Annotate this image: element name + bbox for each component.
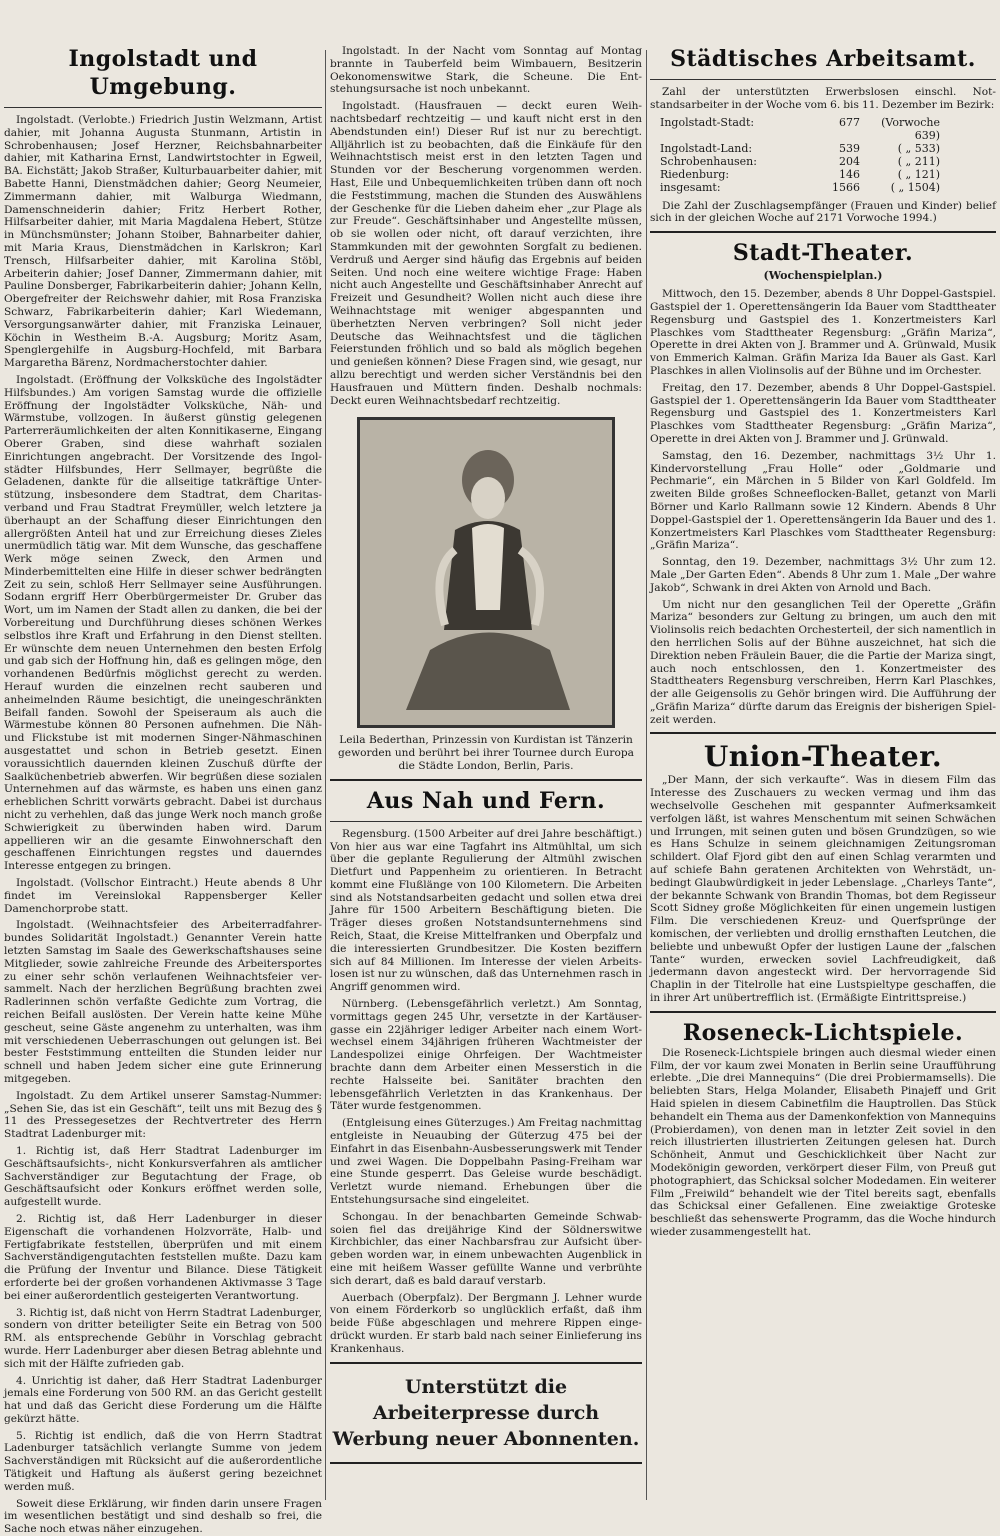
stats-row: Schrobenhausen: 204 ( „ 211) bbox=[660, 154, 940, 168]
stats-row: Ingolstadt-Stadt: 677 (Vorwoche 639) bbox=[660, 115, 940, 142]
theater-friday: Freitag, den 17. Dezember, abends 8 Uhr Doppel-Gastspiel. Gastspiel der 1. Operettensängerin Ida Bauer vom Stadttheater Regensburg und Gastspiel des 1. Konzertmeisters Karl Plaschkes vom Stadttheater Regensburg: „Gräfin Mariza“, Operette in drei Akten von J. Brammer und J. Grünwald. bbox=[650, 381, 996, 445]
photo-caption: Leila Bederthan, Prinzessin von Kurdistan ist Tänzerin geworden und berührt bei ihrer Tournee durch Europa die Städte London, Berlin, Paris. bbox=[338, 734, 634, 772]
section-title-stadttheater: Stadt-Theater. bbox=[732, 240, 914, 267]
subscription-slogan: Unterstützt die Arbeiterpresse durch Werbung neuer Abonnenten. bbox=[332, 1375, 640, 1450]
divider bbox=[330, 1462, 642, 1464]
section-title-ingolstadt: Ingolstadt und Umgebung. bbox=[68, 46, 258, 100]
unemployment-stats bbox=[660, 116, 996, 194]
article-point-5: 5. Richtig ist endlich, daß die von Herrn Stadtrat Ladenburger tatsächlich verlangte Summe von jedem Sachverständigen mit Rücksicht auf die außerordentliche Tätigkeit und Haftung als äußerst gering bezeichnet werden muß. bbox=[4, 1429, 322, 1493]
union-theater-review: „Der Mann, der sich verkaufte“. Was in diesem Film das Interesse des Zuschauers zu wecken vermag und ihm das wechselvolle Geschehen mit gespannter Aufmerksamkeit verfolgen läßt, ist wahres Menschentum mit seinen Schwächen und Irrungen, mit seinen guten und bösen Grundzügen, so wie es Hans Schulze in seinem gleichnamigen Zeitungsroman schildert. Olaf Fjord gibt den auf einen Schlag verarmten und auf schiefe Bahn geratenen Architekten von Wehrstädt, unbedingt Glaubwürdigkeit in jeder Lebenslage. „Charleys Tante“, der bekannte Schwank von Brandin Thomas, bot dem Regisseur Scott Sidney große Möglichkeiten für einen ungemein lustigen Film. Die verschiedenen Kreuz- und Querfsprünge der komischen, der verliebten und drollig ernsthaften Leutchen, die beliebte und unbewußt Opfer der lustigen Laune der „falschen Tante“ wurden, erwecken soviel Lachfreudigkeit, daß jedermann davon angesteckt wird. Der hervorragende Sid Chaplin in der Titelrolle hat eine Lustspieltype geschaffen, die in ihrer Art unübertrefflich ist. (Ermäßigte Eintrittspreise.) bbox=[650, 774, 996, 1005]
article-point-1: 1. Richtig ist, daß Herr Stadtrat Ladenburger im Geschäftsaufsichts-, nicht Konkursverfahren als amtlicher Sachverständiger zur Begutachtung der Frage, ob Geschäftsaufsicht oder Konkurs eröffnet werden solle, aufgestellt wurde. bbox=[4, 1144, 322, 1209]
article-verlobte: Ingolstadt. (Verlobte.) Friedrich Justin Welzmann, Artist dahier, mit Johanna Augusta Stunmann, Artistin in Schrobenhausen; Josef Herzner, Reichsbahnarbeiter dahier, mit Katharina Ernst, Landwirtstochter in Egweil, BA. Eichstätt; Jakob Straßer, Kulturbauarbeiter dahier, mit Babette Hanni, Dienstmädchen dahier; Georg Neumeier, Zimmermann dahier, mit Walburga Wiedmann, Damenschneiderin dahier; Fritz Herbert Rother, Hilfsarbeiter dahier, mit Maria Magdalena Hebert, Stütze in Münchsmünster; Johann Stoiber, Bahnarbeiter dahier, mit Maria Kraus, Dienstmädchen in Karlskron; Karl Trensch, Hilfsarbeiter dahier, mit Karolina Stöbl, Arbeiterin dahier; Josef Danner, Zimmermann dahier, mit Pauline Donsberger, Fabrikarbeiterin dahier; Johann Kelln, Obergefreiter der Reichswehr dahier, mit Rosa Franziska Schwarz, Fabrikarbeiterin dahier; Karl Wiedemann, Versorgungsanwärter dahier, mit Franziska Leinauer, Köchin in Westheim B.-A. Augsburg; Moritz Asam, Spenglergehilfe in Augsburg-Hochfeld, mit Barbara Margaretha Bärenz, Nordmacherstochter dahier. bbox=[4, 114, 322, 370]
arbeitsamt-zuschlag: Die Zahl der Zuschlagsempfänger (Frauen und Kinder) belief sich in der gleichen Woche auf 2171 Vorwoche 1994.) bbox=[650, 199, 996, 225]
column-left bbox=[4, 45, 322, 1536]
article-point-3: 3. Richtig ist, daß nicht von Herrn Stadtrat Ladenburger, sondern von dritter beteiligter Seite ein Betrag von 500 RM. als entsprechende Gebühr in Vorschlag gebracht wurde. Herr Ladenburger aber diesen Betrag ablehnte und sich mit der Hälfte zufrieden gab. bbox=[4, 1306, 322, 1370]
divider bbox=[330, 1362, 642, 1364]
theater-sunday: Sonntag, den 19. Dezember, nachmittags 3½ Uhr zum 12. Male „Der Garten Eden“. Abends 8 Uhr zum 1. Male „Der wahre Jakob“, Schwank in drei Akten von Arnold und Bach. bbox=[650, 556, 996, 594]
article-weihnachtsfeier: Ingolstadt. (Weihnachtsfeier des Arbeiterradfahrerbundes Solidarität Ingolstadt.) Genannter Verein hatte letzten Samstag im Saale des Gewerkschaftshauses seine Mitglieder, sowie zahlreiche Freunde des Arbeitersportes zu einer sehr schön verlaufenen Weihnachtsfeier versammelt. Nach der herzlichen Begrüßung brachten zwei Radlerinnen schön verfaßte Gedichte zum Vortrag, die reichen Beifall auslösten. Der Verein hatte keine Mühe gescheut, seine Gäste angenehm zu unterhalten, was ihm mit verschiedenen Ueberraschungen out gelungen ist. Bei bester Feststimmung entteilten die Stunden leider nur schnell und haben Jedem sicher eine gute Erinnerung mitgegeben. bbox=[4, 919, 322, 1085]
article-vollschor: Ingolstadt. (Vollschor Eintracht.) Heute abends 8 Uhr findet im Vereinslokal Rappensberger Keller Damenchorprobe statt. bbox=[4, 877, 322, 915]
section-title-nah-fern: Aus Nah und Fern. bbox=[366, 787, 606, 814]
divider bbox=[330, 779, 642, 781]
divider bbox=[330, 821, 642, 822]
column-middle bbox=[330, 45, 642, 1525]
theater-wednesday: Mittwoch, den 15. Dezember, abends 8 Uhr Doppel-Gastspiel. Gastspiel der 1. Operettensängerin Ida Bauer vom Stadttheater Regensburg und Gastspiel des 1. Konzertmeisters Karl Plaschkes vom Stadttheater Regensburg: „Gräfin Mariza“, Operette in drei Akten von J. Brammer und A. Grünwald, Musik von Emmerich Kalman. Gräfin Mariza Ida Bauer als Gast. Karl Plaschkes in allen Violinsolis auf der Bühne und im Orchester. bbox=[650, 288, 996, 377]
roseneck-review: Die Roseneck-Lichtspiele bringen auch diesmal wieder einen Film, der vor kaum zwei Monaten in Berlin seine Uraufführung erlebte. „Die drei Mannequins“ (Die drei Probiermamsells). Die beliebten Stars, Helga Molander, Elisabeth Pinajeff und Grit Haid spielen in diesem Cabinetfilm die Hauptrollen. Das Stück behandelt ein Thema aus der Damenkonfektion von Mannequins (Probierdamen), von denen man in letzter Zeit soviel in den reich illustrierten illustrierten Zeitungen gelesen hat. Durch Schönheit, Anmut und Geschicklichkeit über Nacht zur Modekönigin geworden, verkörpert dieser Film, von Preuß gut photographiert, das Schicksal solcher Modedamen. Ein weiterer Film „Freiwild“ behandelt wie der Titel bereits sagt, ebenfalls das Schicksal einer Gefallenen. Eine zweiaktige Groteske beschließt das sehenswerte Programm, das die Woche hindurch wieder zusammengestellt hat. bbox=[650, 1046, 996, 1238]
article-schongau: Schongau. In der benachbarten Gemeinde Schwabsoien fiel das dreijährige Kind der Söldnerswitwe Kirchbichler, das einer Nachbarsfrau zur Aufsicht übergeben worden war, in einem unbewachten Augenblick in eine mit heißem Wasser gefüllte Wanne und verbrühte sich derart, daß es bald darauf verstarb. bbox=[330, 1210, 642, 1287]
article-volkskueche: Ingolstadt. (Eröffnung der Volksküche des Ingolstädter Hilfsbundes.) Am vorigen Samstag wurde die offizielle Eröffnung der Ingolstädter Volksküche, Näh- und Wärmstube, vollzogen. In äußerst günstig gelegenen Parterreräumlichkeiten der alten Konnitikaserne, Eingang Oberer Graben, sind diese wahrhaft sozialen Einrichtungen angebracht. Der Vorsitzende des Ingolstädter Hilfsbundes, Herr Sellmayer, begrüßte die Geladenen, dankte für die allseitige tatkräftige Unterstützung, insbesondere dem Stadtrat, dem Charitasverband und Frau Stadtrat Freymüller, welch letztere ja überhaupt an der Schaffung dieser Einrichtungen den allergrößten Anteil hat und zur Erreichung dieses Zieles unermüdlich tätig war. Mit dem Wunsche, das geschaffene Werk möge seinen Zweck, den Armen und Minderbemittelten eine Hilfe in dieser schwer bedrängten Zeit zu sein, schloß Herr Sellmayer seine Ausführungen. Sodann ergriff Herr Oberbürgermeister Dr. Gruber das Wort, um im Namen der Stadt allen zu danken, die bei der Vorbereitung und Durchführung dieses schönen Werkes selbstlos ihre Kraft und Erfahrung in den Dienst stellten. Er wünschte dem neuen Unternehmen den besten Erfolg und gab sich der Hoffnung hin, daß es gelingen möge, den vorhandenen Bedürfnis möglichst gerecht zu werden. Herauf wurden die einzelnen recht sauberen und anheimelnden Räume besichtigt, die uneingeschränkten Beifall fanden. Sowohl der Speiseraum als auch die Wärmestube können 80 Personen aufnehmen. Die Näh- und Flickstube ist mit modernen Singer-Nähmaschinen ausgestattet und schon in Betrieb gesetzt. Einen voraussichtlich dauernden kleinen Zuschuß dürfte der Saalküchenbetrieb abwerfen. Wir begrüßen diese sozialen Unternehmen auf das wärmste, es haben uns einen ganz erheblichen Schritt vorwärts gebracht. Dabei ist durchaus nicht zu verhehlen, daß das junge Werk noch manch große Schwierigkeit zu überwinden haben wird. Darum appellieren wir an die gesamte Einwohnerschaft den geschaffenen Einrichtungen regstes und dauerndes Interesse entgegen zu bringen. bbox=[4, 373, 322, 873]
article-gegendarstellung: Ingolstadt. Zu dem Artikel unserer Samstag-Nummer: „Sehen Sie, das ist ein Geschäft“, teilt uns mit Bezug des § 11 des Pressegesetzes der Rechtvertreter des Herrn Stadtrat Ladenburger mit: bbox=[4, 1089, 322, 1141]
theater-note: Um nicht nur den gesanglichen Teil der Operette „Gräfin Mariza“ besonders zur Geltung zu bringen, um auch den mit Violinsolis reich bedachten Orchesterteil, der sich namentlich in den herrlichen Solis auf der Bühne auszeichnet, hat sich die Direktion neben Fräulein Bauer, die die Partie der Mariza singt, auch noch entschlossen, den 1. Konzertmeister des Stadttheaters Regensburg verschreiben, Herrn Karl Plaschkes, der alle Geigensolis zu Gehör bringen wird. Die Aufführung der „Gräfin Mariza“ dürfte darum das Ereignis der bisherigen Spielzeit werden. bbox=[650, 598, 996, 726]
arbeitsamt-intro: Zahl der unterstützten Erwerbslosen einschl. Notstandsarbeiter in der Woche vom 6. bis 11. Dezember im Bezirk: bbox=[650, 86, 996, 111]
article-gueterzug: (Entgleisung eines Güterzuges.) Am Freitag nachmittag entgleiste in Neuaubing der Güterzug 475 bei der Einfahrt in das Eisenbahn-Ausbesserungswerk mit Tender und zwei Wagen. Die Doppelbahn Pasing-Freiham war eine Stunde gesperrt. Das Geleise wurde beschädigt. Verletzt wurde niemand. Erhebungen über die Entstehungsursache sind eingeleitet. bbox=[330, 1117, 642, 1207]
section-subtitle: (Wochenspielplan.) bbox=[763, 269, 883, 283]
divider bbox=[650, 231, 996, 233]
divider bbox=[650, 79, 996, 80]
dancer-photo bbox=[357, 417, 615, 728]
article-nuernberg: Nürnberg. (Lebensgefährlich verletzt.) Am Sonntag, vormittags gegen 245 Uhr, versetzte in der Kartäusergasse ein 22jähriger lediger Arbeiter nach einem Wortwechsel einem 34jährigen früheren Wachtmeister der Landespolizei einige Ohrfeigen. Der Wachtmeister brachte dann dem Arbeiter einen Messerstich in die rechte Halsseite bei. Sanitäter brachten den lebensgefährlich Verletzten in das Krankenhaus. Der Täter wurde festgenommen. bbox=[330, 998, 642, 1113]
divider bbox=[4, 107, 322, 108]
divider bbox=[650, 732, 996, 734]
column-rule bbox=[325, 50, 326, 1500]
article-closing: Soweit diese Erklärung, wir finden darin unsere Fragen im wesentlichen bestätigt und sind deshalb so frei, die Sache noch etwas näher einzugehen. bbox=[4, 1497, 322, 1536]
stats-row-total: insgesamt: 1566 ( „ 1504) bbox=[660, 180, 940, 194]
article-auerbach: Auerbach (Oberpfalz). Der Bergmann J. Lehner wurde von einem Förderkorb so unglücklich erfaßt, daß ihm beide Füße abgeschlagen und mehrere Rippen eingedrückt wurden. Er starb bald nach seiner Einlieferung ins Krankenhaus. bbox=[330, 1291, 642, 1355]
article-point-4: 4. Unrichtig ist daher, daß Herr Stadtrat Ladenburger jemals eine Forderung von 500 RM. an das Gericht gestellt hat und daß das Gericht diese Forderung um die Hälfte gekürzt hätte. bbox=[4, 1374, 322, 1425]
article-brand: Ingolstadt. In der Nacht vom Sonntag auf Montag brannte in Tauberfeld beim Wimbauern, Besitzerin Oekonomenswitwe Stark, die Scheune. Die Entstehungsursache ist noch unbekannt. bbox=[330, 45, 642, 96]
stats-row: Ingolstadt-Land: 539 ( „ 533) bbox=[660, 141, 940, 155]
article-hausfrauen: Ingolstadt. (Hausfrauen — deckt euren Weihnachtsbedarf rechtzeitig — und kauft nicht erst in den Abendstunden ein!) Dieser Ruf ist nur zu berechtigt. Alljährlich ist zu beobachten, daß die Einkäufe für den Weihnachtstisch meist erst in den letzten Tagen und Stunden vor der Bescherung vorgenommen werden. Hast, Eile und Unbequemlichkeiten trüben dann oft noch die Feststimmung, machen die Stunden des Auswählens der Geschenke für die Lieben daheim eher „zur Plage als zur Freude“. Geschäftsinhaber und Angestellte müssen, ob sie wollen oder nicht, oft darauf verzichten, ihre Stammkunden mit der gewohnten Sorgfalt zu bedienen. Verdruß und Aerger sind häufig das Ergebnis auf beiden Seiten. Und noch eine weitere wichtige Frage: Haben nicht auch Angestellte und Geschäftsinhaber Anrecht auf Freizeit und Gesundheit? Wollen nicht auch diese ihre Weihnachtstage mit weniger abgespannten und überhetzten Nerven verbringen? Soll nicht jeder Deutsche das Weihnachtsfest und die täglichen Feierstunden fröhlich und so bald als möglich begehen und genießen können? Diese Fragen sind, wie gesagt, nur allzu berechtigt und werden sicher Verständnis bei den Hausfrauen und Müttern finden. Deshalb nochmals: Deckt euren Weihnachtsbedarf rechtzeitig. bbox=[330, 100, 642, 407]
stats-row: Riedenburg: 146 ( „ 121) bbox=[660, 167, 940, 181]
divider bbox=[650, 1011, 996, 1013]
dancer-illustration bbox=[360, 420, 612, 725]
article-point-2: 2. Richtig ist, daß Herr Ladenburger in dieser Eigenschaft die vorhandenen Holzvorräte, Halb- und Fertigfabrikate feststellen, überprüfen und mit einem Sachverständigengutachten feststellen mußte. Dazu kam die Prüfung der Inventur und Bilance. Diese Tätigkeit erforderte bei der großen vorhandenen Aktivmasse 3 Tage bei einer außerordentlich gesteigerten Verantwortung. bbox=[4, 1212, 322, 1302]
column-right bbox=[650, 45, 996, 1525]
theater-saturday: Samstag, den 16. Dezember, nachmittags 3½ Uhr 1. Kindervorstellung „Frau Holle“ oder „Goldmarie und Pechmarie“, ein Märchen in 5 Bilder von Karl Goldfeld. Im zweiten Bilde großes Schneeflocken-Ballet, getanzt von Marli Börner und Karlo Rallmann sowie 12 Kindern. Abends 8 Uhr Doppel-Gastspiel der 1. Operettensängerin Ida Bauer und des 1. Konzertmeisters Karl Plaschkes vom Stadttheater Regensburg: „Gräfin Mariza“. bbox=[650, 449, 996, 552]
section-title-union-theater: Union-Theater. bbox=[703, 740, 943, 774]
section-title-roseneck: Roseneck-Lichtspiele. bbox=[682, 1019, 964, 1046]
section-title-arbeitsamt: Städtisches Arbeitsamt. bbox=[670, 46, 976, 72]
article-regensburg: Regensburg. (1500 Arbeiter auf drei Jahre beschäftigt.) Von hier aus war eine Tagfahrt ins Altmühltal, um sich über die geplante Regulierung der Altmühl zwischen Dietfurt und Pappenheim zu orientieren. In Betracht kommt eine Flußlänge von 100 Kilometern. Die Arbeiten sind als Notstandsarbeiten gedacht und sollen etwa drei Jahre für 1500 Arbeitern Beschäftigung bieten. Die Träger dieses großen Notstandsunternehmens sind Reich, Staat, die Kreise Mittelfranken und Oberpfalz und die interessierten Grundbesitzer. Die Kosten beziffern sich auf 84 Millionen. Im Interesse der vielen Arbeitslosen ist nur zu wünschen, daß das Unternehmen rasch in Angriff genommen wird. bbox=[330, 827, 642, 994]
column-rule bbox=[646, 50, 647, 1500]
